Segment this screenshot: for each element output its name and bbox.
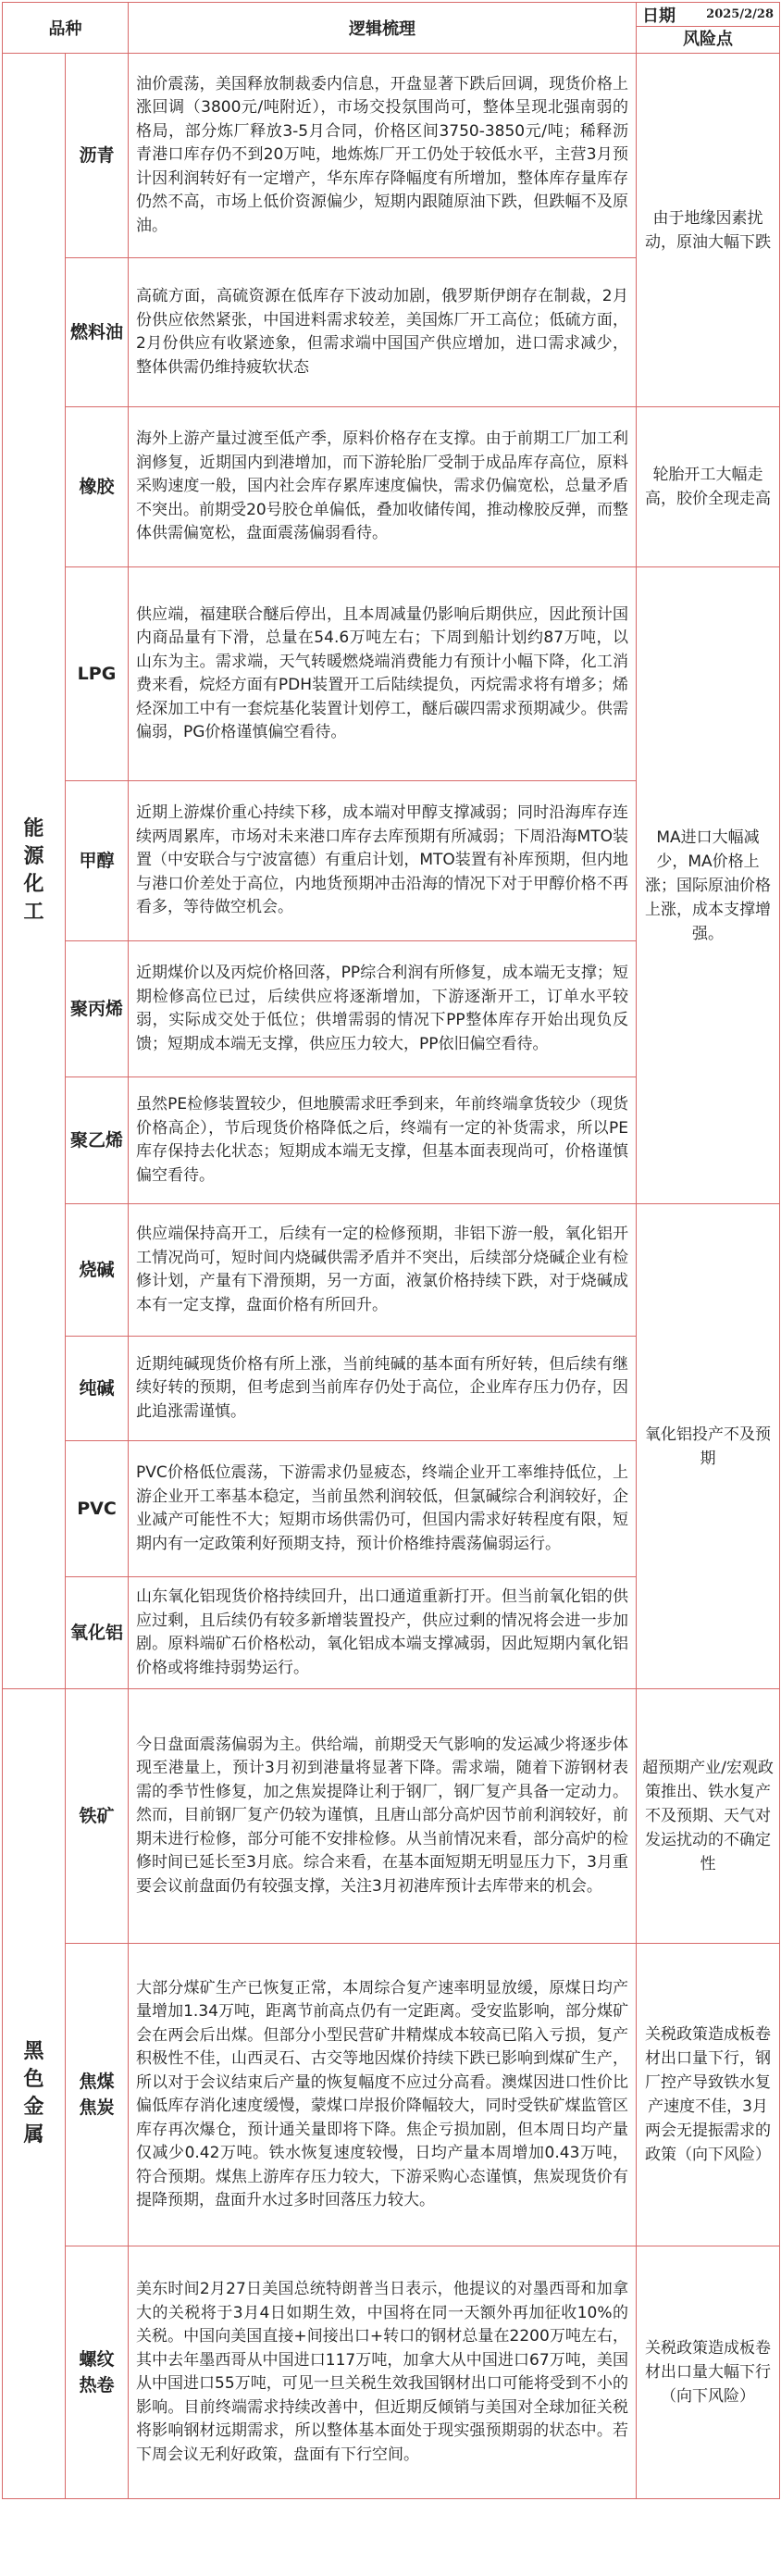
product-rebar-hrc xyxy=(66,2246,129,2499)
logic-caustic-soda: 供应端保持高开工，后续有一定的检修预期，非铝下游一般，氧化铝开工情况尚可，短时间内烧碱供需矛盾并不突出，后续部分烧碱企业有检修计划，产量有下滑预期，另一方面，液氯价格持续下跌，对于烧碱成本有一定支撑，盘面价格有所回升。 xyxy=(129,1204,637,1337)
risk-rubber: 轮胎开工大幅走高，胶价全现走高 xyxy=(637,407,780,567)
product-name: 焦煤 xyxy=(79,2072,115,2092)
logic-pvc: PVC价格低位震荡，下游需求仍显疲态，终端企业开工率维持低位，上游企业开工率基本稳定，当前虽然利润较低，但氯碱综合利润较好，企业减产可能性不大；短期市场供需仍可，但国内需求好转程度有限，短期内有一定政策利好预期支持，预计价格维持震荡偏弱运行。 xyxy=(129,1441,637,1577)
sector-char: 源 xyxy=(23,845,44,868)
product-name: 螺纹 xyxy=(79,2349,115,2370)
header-product-type: 品种 xyxy=(3,3,129,54)
product-name: 氧化铝 xyxy=(69,1623,123,1643)
product-pvc xyxy=(66,1441,129,1577)
product-polyethylene xyxy=(66,1077,129,1204)
sector-char: 属 xyxy=(23,2123,44,2147)
logic-asphalt: 油价震荡，美国释放制裁委内信息，开盘显著下跌后回调，现货价格上涨回调（3800元/吨附近），市场交投氛围尚可，整体呈现北强南弱的格局，部分炼厂释放3-5月合同，价格区间3750-3850元/吨；稀释沥青港口库存仍不到20万吨，地炼炼厂开工仍处于较低水平，主营3月预计因利润转好有一定增产，华东库存降幅度有所增加，整体库存量库存仍然不高，市场上低价资源偏少，短期内跟随原油下跌，但跌幅不及原油。 xyxy=(129,54,637,258)
product-name: LPG xyxy=(77,664,117,684)
product-soda-ash xyxy=(66,1337,129,1441)
sector-char: 色 xyxy=(23,2068,44,2091)
risk-coking-coal-coke: 关税政策造成板卷材出口量下行，钢厂控产导致铁水复产速度不佳，3月两会无提振需求的政策（向下风险） xyxy=(637,1944,780,2246)
risk-iron-ore: 超预期产业/宏观政策推出、铁水复产不及预期、天气对发运扰动的不确定性 xyxy=(637,1689,780,1944)
header-row xyxy=(3,3,780,54)
risk-methanol-pp-pe: MA进口大幅减少，MA价格上涨；国际原油价格上涨，成本支撑增强。 xyxy=(637,567,780,1204)
product-lpg xyxy=(66,567,129,781)
product-rubber xyxy=(66,407,129,567)
product-iron-ore xyxy=(66,1689,129,1944)
product-name: 甲醇 xyxy=(79,851,115,871)
product-name: 焦炭 xyxy=(79,2097,115,2118)
date-row xyxy=(637,4,779,27)
table-row xyxy=(3,1944,780,2246)
product-asphalt xyxy=(66,54,129,258)
logic-rubber: 海外上游产量过渡至低产季，原料价格存在支撑。由于前期工厂加工利润修复，近期国内到港增加，而下游轮胎厂受制于成品库存高位，原料采购速度一般，国内社会库存累库速度偏快，需求仍偏宽松，总量矛盾不突出。前期受20号胶仓单偏低，叠加收储传闻，推动橡胶反弹，而整体供需偏宽松，盘面震荡偏弱看待。 xyxy=(129,407,637,567)
sector-char: 化 xyxy=(23,873,44,896)
sector-ferrous-metals xyxy=(3,1689,66,2499)
header-date-risk xyxy=(637,3,780,54)
table-row xyxy=(3,2246,780,2499)
product-fuel-oil xyxy=(66,258,129,407)
product-caustic-soda xyxy=(66,1204,129,1337)
table-row xyxy=(3,1689,780,1944)
header-logic: 逻辑梳理 xyxy=(129,3,637,54)
table-row xyxy=(3,1204,780,1337)
product-name: 沥青 xyxy=(79,145,115,166)
logic-coking-coal-coke: 大部分煤矿生产已恢复正常，本周综合复产速率明显放缓，原煤日均产量增加1.34万吨，距离节前高点仍有一定距离。受安监影响，部分煤矿会在两会后出煤。但部分小型民营矿井精煤成本较高已陷入亏损，复产积极性不佳，山西灵石、古交等地因煤价持续下跌已影响到煤矿生产，所以对于会议结束后产量的恢复幅度不应过分高看。澳煤因进口性价比偏低库存消化速度缓慢，蒙煤口岸报价降幅较大，同时受铁矿煤监管区库存再次爆仓，预计通关量即将下降。焦企亏损加剧，但本周日均产量仅减少0.42万吨。铁水恢复速度较慢，日均产量本周增加0.43万吨，符合预期。煤焦上游库存压力较大，下游采购心态谨慎，焦炭现货价有提降预期，盘面升水过多时回落压力较大。 xyxy=(129,1944,637,2246)
product-name: 聚乙烯 xyxy=(69,1130,123,1151)
product-alumina xyxy=(66,1577,129,1689)
product-name: 热卷 xyxy=(79,2375,115,2396)
risk-rebar-hrc: 关税政策造成板卷材出口量大幅下行（向下风险） xyxy=(637,2246,780,2499)
logic-soda-ash: 近期纯碱现货价格有所上涨，当前纯碱的基本面有所好转，但后续有继续好转的预期，但考虑到当前库存仍处于高位，企业库存压力仍存，因此追涨需谨慎。 xyxy=(129,1337,637,1441)
logic-alumina: 山东氧化铝现货价格持续回升，出口通道重新打开。但当前氧化铝的供应过剩，且后续仍有较多新增装置投产，供应过剩的情况将会进一步加剧。原料端矿石价格松动，氧化铝成本端支撑减弱，因此短期内氧化铝价格或将维持弱势运行。 xyxy=(129,1577,637,1689)
sector-char: 工 xyxy=(23,901,44,924)
product-name: PVC xyxy=(77,1499,117,1519)
logic-iron-ore: 今日盘面震荡偏弱为主。供给端，前期受天气影响的发运减少将逐步体现至港量上，预计3月初到港量将显著下降。需求端，随着下游钢材表需的季节性修复，加之焦炭提降让利于钢厂，钢厂复产具备一定动力。然而，目前钢厂复产仍较为谨慎，且唐山部分高炉因节前利润较好，前期未进行检修，部分可能不安排检修。从当前情况来看，部分高炉的检修时间已延长至3月底。综合来看，在基本面短期无明显压力下，3月重要会议前盘面仍有较强支撑，关注3月初港库预计去库带来的机会。 xyxy=(129,1689,637,1944)
table-row xyxy=(3,54,780,258)
logic-methanol: 近期上游煤价重心持续下移，成本端对甲醇支撑减弱；同时沿海库存连续两周累库，市场对未来港口库存去库预期有所减弱；下周沿海MTO装置（中安联合与宁波富德）有重启计划，MTO装置有补库预期，但内地与港口价差处于高位，内地货预期冲击沿海的情况下对于甲醇价格不再看多，等待做空机会。 xyxy=(129,781,637,941)
product-coking-coal-coke xyxy=(66,1944,129,2246)
logic-table xyxy=(2,2,780,2499)
risk-alumina: 氧化铝投产不及预期 xyxy=(637,1204,780,1689)
header-risk: 风险点 xyxy=(683,29,733,49)
logic-polypropylene: 近期煤价以及丙烷价格回落，PP综合利润有所修复，成本端无支撑；短期检修高位已过，后续供应将逐渐增加，下游逐渐开工，订单水平较弱，实际成交处于低位；供增需弱的情况下PP整体库存开始出现负反馈；短期成本端无支撑，供应压力较大，PP依旧偏空看待。 xyxy=(129,941,637,1077)
risk-asphalt-fuel: 由于地缘因素扰动，原油大幅下跌 xyxy=(637,54,780,407)
sector-char: 金 xyxy=(23,2096,44,2119)
product-name: 燃料油 xyxy=(69,322,123,342)
logic-lpg: 供应端，福建联合醚后停出，且本周减量仍影响后期供应，因此预计国内商品量有下滑，总量在54.6万吨左右；下周到船计划约87万吨，以山东为主。需求端，天气转暖燃烧端消费能力有预计小幅下降，化工消费来看，烷烃方面有PDH装置开工后陆续提负，丙烷需求将有增多；烯烃深加工中有一套烷基化装置计划停工，醚后碳四需求预期减少。供需偏弱，PG价格谨慎偏空看待。 xyxy=(129,567,637,781)
product-name: 聚丙烯 xyxy=(69,999,123,1019)
product-name: 烧碱 xyxy=(79,1260,115,1280)
product-name: 橡胶 xyxy=(79,477,115,497)
date-value: 2025/2/28 xyxy=(706,7,774,21)
product-polypropylene xyxy=(66,941,129,1077)
product-name: 铁矿 xyxy=(79,1806,115,1826)
logic-polyethylene: 虽然PE检修装置较少，但地膜需求旺季到来，年前终端拿货较少（现货价格高企），节后现货价格降低之后，终端有一定的补货需求，所以PE库存保持去化状态；短期成本端无支撑，但基本面表现尚可，价格谨慎偏空看待。 xyxy=(129,1077,637,1204)
futures-logic-sheet xyxy=(2,2,779,2499)
logic-fuel-oil: 高硫方面，高硫资源在低库存下波动加剧，俄罗斯伊朗存在制裁，2月份供应依然紧张，中国进料需求较差，美国炼厂开工高位；低硫方面，2月份供应有收紧迹象，但需求端中国国产供应增加，进口需求减少，整体供需仍维持疲软状态 xyxy=(129,258,637,407)
product-methanol xyxy=(66,781,129,941)
sector-energy-chemical xyxy=(3,54,66,1689)
table-row xyxy=(3,407,780,567)
sector-char: 黑 xyxy=(23,2040,44,2063)
table-row xyxy=(3,567,780,781)
product-name: 纯碱 xyxy=(79,1378,115,1399)
logic-rebar-hrc: 美东时间2月27日美国总统特朗普当日表示，他提议的对墨西哥和加拿大的关税将于3月4日如期生效，中国将在同一天额外再加征收10%的关税。中国向美国直接+间接出口+转口的钢材总量在2200万吨左右，其中去年墨西哥从中国进口117万吨，加拿大从中国进口67万吨，美国从中国进口55万吨，可见一旦关税生效我国钢材出口可能将受到不小的影响。目前终端需求持续改善中，但近期反倾销与美国对全球加征关税将影响钢材远期需求，所以整体基本面处于现实强预期弱的状态中。若下周会议无利好政策，盘面有下行空间。 xyxy=(129,2246,637,2499)
date-label: 日期 xyxy=(642,6,676,26)
sector-char: 能 xyxy=(23,817,44,840)
